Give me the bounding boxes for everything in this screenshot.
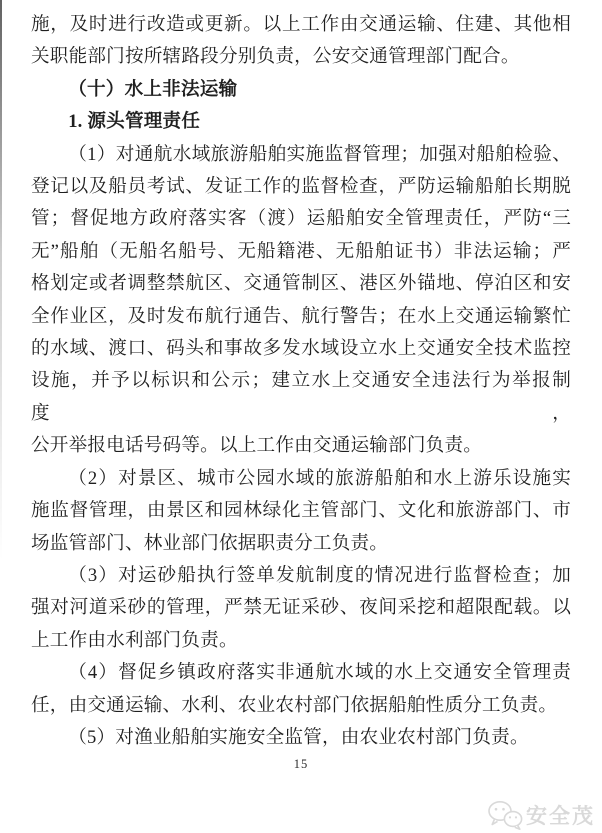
text-line: （3）对运砂船执行签单发航制度的情况进行监督检查；加 <box>68 564 571 586</box>
text-line: （4）督促乡镇政府落实非通航水域的水上交通安全管理责 <box>68 662 571 684</box>
text-line: 施监督管理，由景区和园林绿化主管部门、文化和旅游部门、市 <box>31 500 571 522</box>
text-line: 登记以及船员考试、发证工作的监督检查，严防运输船舶长期脱 <box>31 176 571 198</box>
text-line: （5）对渔业船舶实施安全监管，由农业农村部门负责。 <box>68 726 529 748</box>
text-line: （十）水上非法运输 <box>68 78 238 100</box>
text-line: （2）对景区、城市公园水域的旅游船舶和水上游乐设施实 <box>68 467 571 489</box>
text-line: 无”船舶（无船名船号、无船籍港、无船舶证书）非法运输；严 <box>31 240 571 262</box>
scan-edge-artifact <box>0 0 2 560</box>
watermark <box>487 800 595 830</box>
paragraph <box>31 139 571 463</box>
heading <box>31 74 571 106</box>
paragraph <box>31 463 571 560</box>
heading <box>31 106 571 138</box>
text-line: 关职能部门按所辖路段分别负责，公安交通管理部门配合。 <box>31 46 520 68</box>
text-line: 公开举报电话号码等。以上工作由交通运输部门负责。 <box>31 435 483 457</box>
text-line: 施，及时进行改造或更新。以上工作由交通运输、住建、其他相 <box>31 14 571 35</box>
paragraph <box>31 560 571 657</box>
page-number: 15 <box>293 757 309 771</box>
text-line: 全作业区，及时发布航行通告、航行警告；在水上交通运输繁忙 <box>31 305 571 327</box>
text-line: 设施，并予以标识和公示；建立水上交通安全违法行为举报制度， <box>31 370 571 424</box>
text-line: 场监管部门、林业部门依据职责分工负责。 <box>31 532 389 554</box>
wechat-icon <box>487 800 523 830</box>
text-line: 管；督促地方政府落实客（渡）运船舶安全管理责任，严防“三 <box>31 208 571 230</box>
text-line: 格划定或者调整禁航区、交通管制区、港区外锚地、停泊区和安 <box>31 273 571 295</box>
watermark-label: 安全茂 <box>526 805 595 828</box>
text-line: （1）对通航水域旅游船舶实施监督管理；加强对船舶检验、 <box>68 143 571 165</box>
paragraph <box>31 722 571 754</box>
document-body <box>31 9 571 754</box>
text-line: 1. 源头管理责任 <box>68 111 201 133</box>
paragraph <box>31 9 571 74</box>
text-line: 的水域、渡口、码头和事故多发水域设立水上交通安全技术监控 <box>31 338 571 360</box>
text-line: 任，由交通运输、水利、农业农村部门依据船舶性质分工负责。 <box>31 694 558 716</box>
text-line: 强对河道采砂的管理，严禁无证采砂、夜间采挖和超限配载。以 <box>31 597 571 619</box>
paragraph <box>31 657 571 722</box>
text-line: 上工作由水利部门负责。 <box>31 629 238 651</box>
